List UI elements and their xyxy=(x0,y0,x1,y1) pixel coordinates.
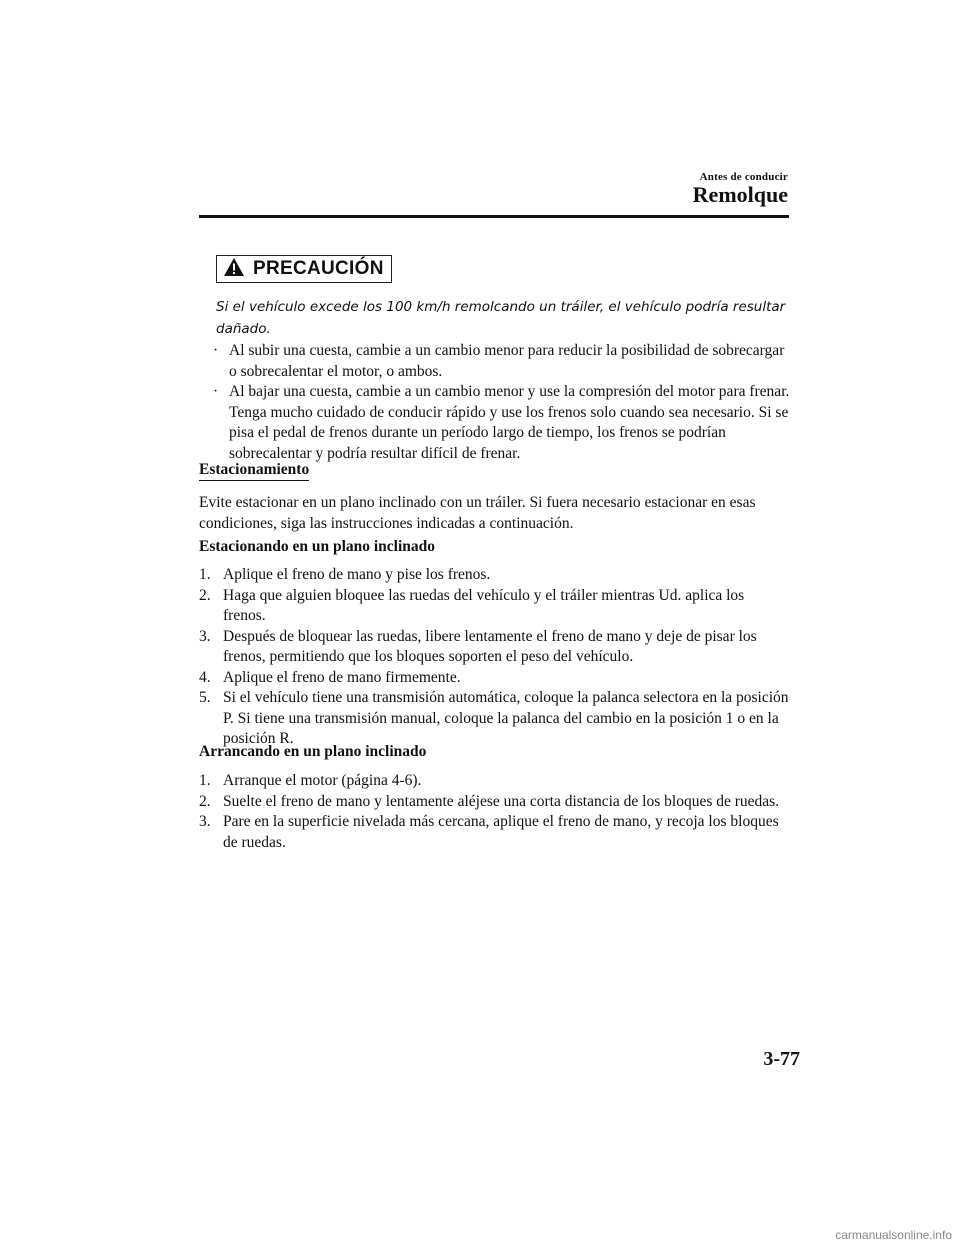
parking-heading: Estacionamiento xyxy=(199,461,309,481)
list-item xyxy=(199,565,789,586)
step-text: Haga que alguien bloquee las ruedas del vehículo y el tráiler mientras Ud. aplica los frenos. xyxy=(223,586,745,624)
list-item xyxy=(199,688,789,750)
step-text: Suelte el freno de mano y lentamente aléjese una corta distancia de los bloques de ruedas. xyxy=(223,792,780,810)
list-item xyxy=(199,812,789,853)
watermark-text: carmanualsonline.info xyxy=(835,1228,952,1242)
list-item xyxy=(199,792,789,813)
step-text: Pare en la superficie nivelada más cercana, aplique el freno de mano, y recoja los bloques de ruedas. xyxy=(223,813,779,851)
step-text: Después de bloquear las ruedas, libere lentamente el freno de mano y deje de pisar los frenos, permitiendo que los bloques soporten el peso del vehículo. xyxy=(223,627,757,665)
list-item xyxy=(199,771,789,792)
section-label: Antes de conducir xyxy=(699,171,788,183)
step-number: 3. xyxy=(199,627,211,645)
list-item xyxy=(199,627,789,668)
caution-label: PRECAUCIÓN xyxy=(253,258,384,279)
list-item xyxy=(213,382,793,464)
step-number: 1. xyxy=(199,566,211,583)
warning-triangle-icon xyxy=(223,257,245,282)
page-number: 3-77 xyxy=(763,1048,800,1070)
bullet-text: Al bajar una cuesta, cambie a un cambio menor y use la compresión del motor para frenar. Tenga mucho cuidado de conducir rápido y use los frenos solo cuando sea necesario. Si se pisa el pedal de frenos durante un período largo de tiempo, los frenos se podrían sobrecalentar y podría resultar difícil de frenar. xyxy=(229,383,790,462)
start-steps xyxy=(199,771,789,853)
start-heading: Arrancando en un plano inclinado xyxy=(199,743,427,760)
caution-bullet-list xyxy=(213,341,793,464)
header-divider xyxy=(199,215,789,218)
step-number: 1. xyxy=(199,772,211,789)
step-number: 2. xyxy=(199,586,211,604)
step-text: Si el vehículo tiene una transmisión automática, coloque la palanca selectora en la posición P. Si tiene una transmisión manual, coloque la palanca del cambio en la posición 1 o en la posición R. xyxy=(223,689,789,747)
list-item xyxy=(199,668,789,689)
list-item xyxy=(199,586,789,627)
list-item xyxy=(213,341,793,382)
bullet-marker: · xyxy=(213,383,219,400)
page-title: Remolque xyxy=(692,182,788,207)
parking-intro: Evite estacionar en un plano inclinado con un tráiler. Si fuera necesario estacionar en esas condiciones, siga las instrucciones indicadas a continuación. xyxy=(199,494,756,532)
caution-text: Si el vehículo excede los 100 km/h remolcando un tráiler, el vehículo podría resultar dañado. xyxy=(216,299,786,337)
step-text: Aplique el freno de mano y pise los frenos. xyxy=(223,566,491,583)
step-text: Arranque el motor (página 4-6). xyxy=(223,772,422,789)
bullet-marker: · xyxy=(213,342,219,359)
step-text: Aplique el freno de mano firmemente. xyxy=(223,668,461,686)
incline-steps xyxy=(199,565,789,750)
bullet-text: Al subir una cuesta, cambie a un cambio menor para reducir la posibilidad de sobrecargar o sobrecalentar el motor, o ambos. xyxy=(229,342,785,380)
step-number: 2. xyxy=(199,792,211,810)
incline-heading: Estacionando en un plano inclinado xyxy=(199,538,436,555)
step-number: 3. xyxy=(199,813,211,830)
step-number: 5. xyxy=(199,689,211,706)
step-number: 4. xyxy=(199,668,211,686)
caution-banner xyxy=(216,255,392,283)
